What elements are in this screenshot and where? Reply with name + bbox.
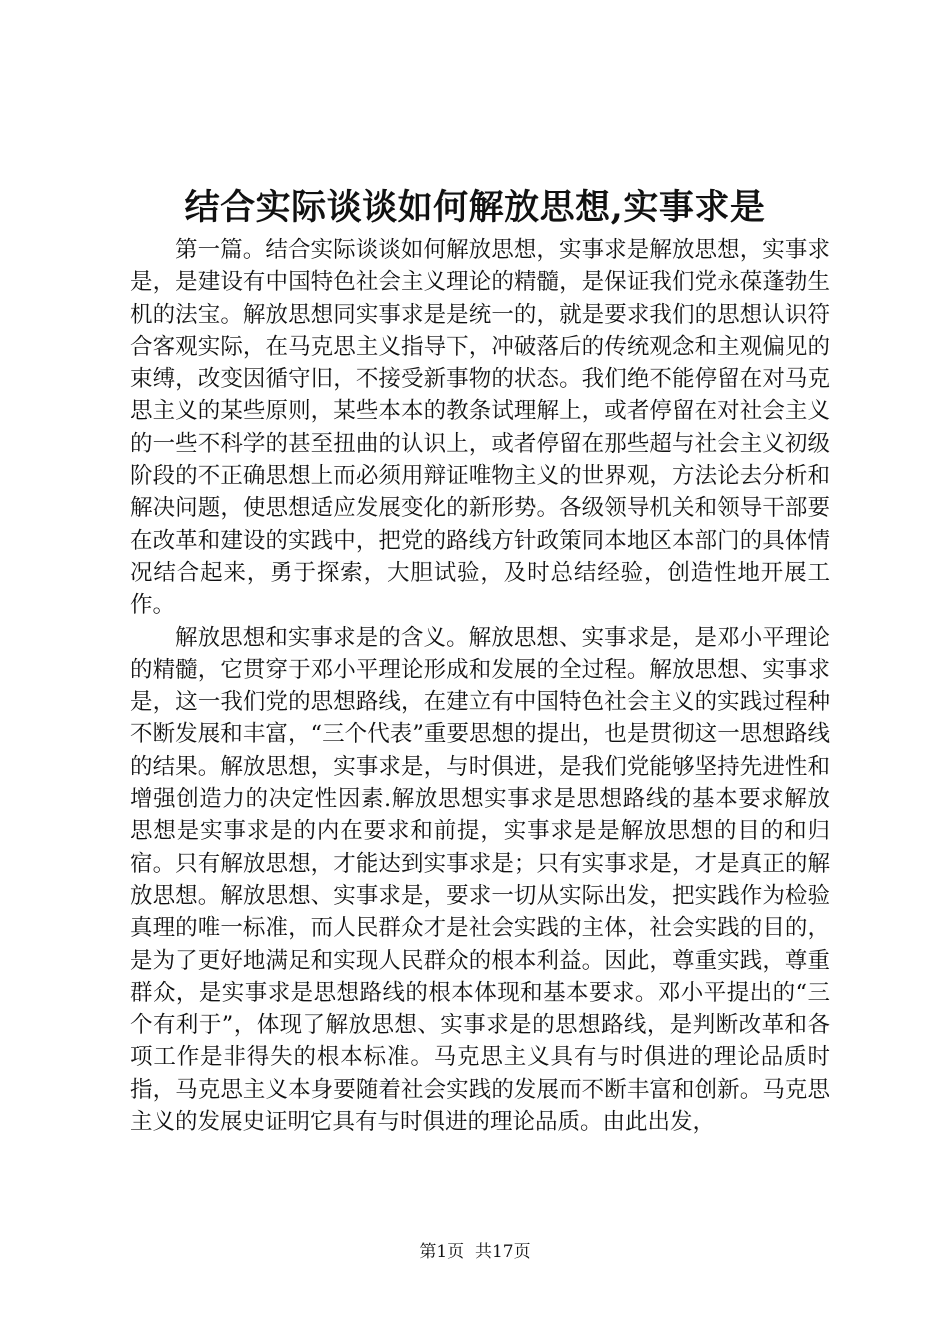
page-number-label: 第1页 共17页: [419, 1242, 531, 1262]
page-footer: [0, 1240, 950, 1264]
paragraph-1: 第一篇。结合实际谈谈如何解放思想，实事求是解放思想，实事求是，是建设有中国特色社会主义理论的精髓，是保证我们党永葆蓬勃生机的法宝。解放思想同实事求是是统一的，就是要求我们的思想认识符合客观实际，在马克思主义指导下，冲破落后的传统观念和主观偏见的束缚，改变因循守旧，不接受新事物的状态。我们绝不能停留在对马克思主义的某些原则，某些本本的教条试理解上，或者停留在对社会主义的一些不科学的甚至扭曲的认识上，或者停留在那些超与社会主义初级阶段的不正确思想上而必须用辩证唯物主义的世界观，方法论去分析和解决问题，使思想适应发展变化的新形势。各级领导机关和领导干部要在改革和建设的实践中，把党的路线方针政策同本地区本部门的具体情况结合起来，勇于探索，大胆试验，及时总结经验，创造性地开展工作。: [130, 237, 830, 619]
paragraph-2: 解放思想和实事求是的含义。解放思想、实事求是，是邓小平理论的精髓，它贯穿于邓小平理论形成和发展的全过程。解放思想、实事求是，这一我们党的思想路线，在建立有中国特色社会主义的实践过程种不断发展和丰富，“三个代表”重要思想的提出，也是贯彻这一思想路线的结果。解放思想，实事求是，与时俱进，是我们党能够坚持先进性和增强创造力的决定性因素.解放思想实事求是思想路线的基本要求解放思想是实事求是的内在要求和前提，实事求是是解放思想的目的和归宿。只有解放思想，才能达到实事求是；只有实事求是，才是真正的解放思想。解放思想、实事求是，要求一切从实际出发，把实践作为检验真理的唯一标准，而人民群众才是社会实践的主体，社会实践的目的，是为了更好地满足和实现人民群众的根本利益。因此，尊重实践，尊重群众，是实事求是思想路线的根本体现和基本要求。邓小平提出的“三个有利于”，体现了解放思想、实事求是的思想路线，是判断改革和各项工作是非得失的根本标准。马克思主义具有与时俱进的理论品质时指，马克思主义本身要随着社会实践的发展而不断丰富和创新。马克思主义的发展史证明它具有与时俱进的理论品质。由此出发，: [130, 624, 830, 1136]
document-title: 结合实际谈谈如何解放思想,实事求是: [184, 187, 766, 228]
document-body: [130, 234, 830, 1138]
